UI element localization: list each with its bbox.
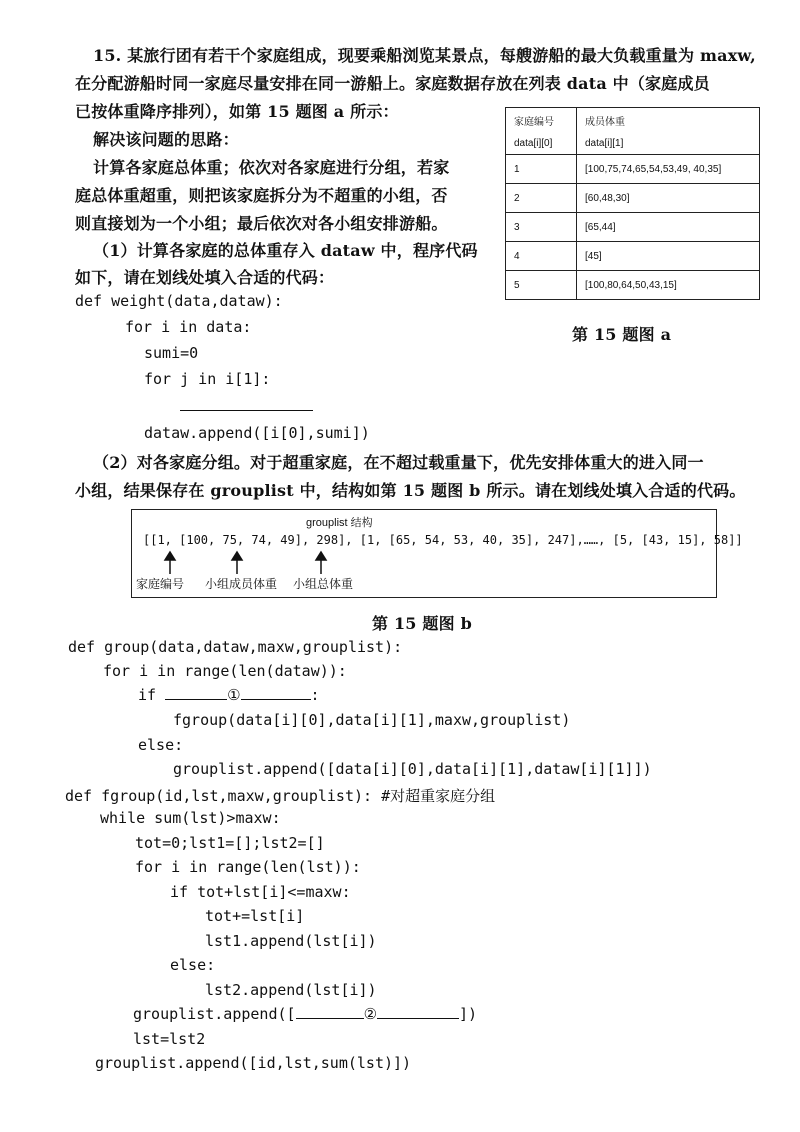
code2-line-12: tot+=lst[i]: [205, 907, 305, 925]
problem-line-2: 在分配游船时同一家庭尽量安排在同一游船上。家庭数据存放在列表 data 中（家庭成员: [75, 74, 710, 93]
answer-blank-line: [180, 410, 313, 411]
code2-line-14: else:: [170, 956, 216, 974]
subheader-index: data[i][0]: [506, 132, 577, 155]
family-id-cell: 4: [506, 242, 577, 271]
code2-line-3: [138, 686, 320, 704]
blank-1-left: [165, 699, 227, 700]
blank-2-right: [377, 1018, 459, 1019]
header-family-id: 家庭编号: [506, 108, 577, 133]
weights-cell: [100,75,74,65,54,53,49, 40,35]: [577, 155, 760, 184]
arrow-head-total: [316, 552, 326, 560]
code2-line-8: while sum(lst)>maxw:: [100, 809, 281, 827]
family-id-cell: 5: [506, 271, 577, 300]
figure-b-caption: 第 15 题图 b: [372, 614, 472, 633]
code2-line-5: else:: [138, 736, 184, 754]
code2-line-6: grouplist.append([data[i][0],data[i][1],dataw[i][1]]): [173, 760, 652, 778]
code2-line-16: [133, 1005, 477, 1023]
label-member-weights: 小组成员体重: [205, 577, 278, 591]
blank-1-right: [241, 699, 311, 700]
weights-cell: [60,48,30]: [577, 184, 760, 213]
code2-line-18: grouplist.append([id,lst,sum(lst)]): [95, 1054, 412, 1072]
code2-line-13: lst1.append(lst[i]): [205, 932, 377, 950]
table-row: [506, 242, 760, 271]
question-1-line-1: （1）计算各家庭的总体重存入 dataw 中，程序代码: [93, 241, 478, 260]
code1-line-3: sumi=0: [144, 344, 199, 362]
code2-line-7: def fgroup(id,lst,maxw,grouplist): #对超重家庭分组: [65, 787, 496, 805]
blank-1-marker: ①: [227, 686, 241, 704]
arrow-head-members: [232, 552, 242, 560]
arrow-head-family-id: [165, 552, 175, 560]
code1-line-2: for i in data:: [125, 318, 252, 336]
problem-line-3: 已按体重降序排列），如第 15 题图 a 所示：: [75, 102, 399, 121]
append-suffix: ]): [459, 1005, 478, 1023]
code2-line-1: def group(data,dataw,maxw,grouplist):: [68, 638, 403, 656]
family-id-cell: 3: [506, 213, 577, 242]
idea-line-1: 计算各家庭总体重；依次对各家庭进行分组，若家: [93, 158, 450, 177]
problem-line-1: 15. 某旅行团有若干个家庭组成，现要乘船浏览某景点，每艘游船的最大负载重量为 maxw,: [93, 46, 756, 65]
question-2-line-2: 小组，结果保存在 grouplist 中，结构如第 15 题图 b 所示。请在划线处填入合适的代码。: [75, 481, 746, 500]
if-keyword: if: [138, 686, 157, 704]
code2-line-11: if tot+lst[i]<=maxw:: [170, 883, 351, 901]
append-prefix: grouplist.append([: [133, 1005, 296, 1023]
blank-2-left: [296, 1018, 364, 1019]
table-row: [506, 184, 760, 213]
code2-line-2: for i in range(len(dataw)):: [103, 662, 347, 680]
code2-line-9: tot=0;lst1=[];lst2=[]: [135, 834, 325, 852]
weights-cell: [100,80,64,50,43,15]: [577, 271, 760, 300]
if-colon: :: [310, 686, 320, 704]
table-row: [506, 155, 760, 184]
idea-line-2: 庭总体重超重，则把该家庭拆分为不超重的小组，否: [75, 186, 448, 205]
family-data-table: [505, 107, 760, 300]
family-id-cell: 1: [506, 155, 577, 184]
figure-a-caption: 第 15 题图 a: [572, 325, 672, 344]
weights-cell: [65,44]: [577, 213, 760, 242]
blank-2-marker: ②: [363, 1005, 378, 1023]
code2-line-10: for i in range(len(lst)):: [135, 858, 361, 876]
question-2-line-1: （2）对各家庭分组。对于超重家庭，在不超过载重量下，优先安排体重大的进入同一: [93, 453, 704, 472]
code2-line-17: lst=lst2: [133, 1030, 206, 1048]
idea-title: 解决该问题的思路：: [93, 130, 239, 149]
code2-line-15: lst2.append(lst[i]): [205, 981, 377, 999]
table-row: [506, 213, 760, 242]
table-row: [506, 271, 760, 300]
label-group-total: 小组总体重: [293, 577, 354, 591]
header-member-weights: 成员体重: [577, 108, 760, 133]
label-family-id: 家庭编号: [136, 577, 185, 591]
weights-cell: [45]: [577, 242, 760, 271]
code2-line-4: fgroup(data[i][0],data[i][1],maxw,grouplist): [173, 711, 571, 729]
code1-line-4: for j in i[1]:: [144, 370, 271, 388]
subheader-weights: data[i][1]: [577, 132, 760, 155]
code1-line-1: def weight(data,dataw):: [75, 292, 283, 310]
code1-line-5: dataw.append([i[0],sumi]): [144, 424, 370, 442]
grouplist-content: [[1, [100, 75, 74, 49], 298], [1, [65, 54, 53, 40, 35], 247],……, [5, [43, 15], 58]]: [143, 533, 743, 547]
question-1-line-2: 如下，请在划线处填入合适的代码：: [75, 268, 335, 287]
idea-line-3: 则直接划为一个小组；最后依次对各小组安排游船。: [75, 214, 448, 233]
family-id-cell: 2: [506, 184, 577, 213]
figure-b-title: grouplist 结构: [306, 517, 373, 529]
